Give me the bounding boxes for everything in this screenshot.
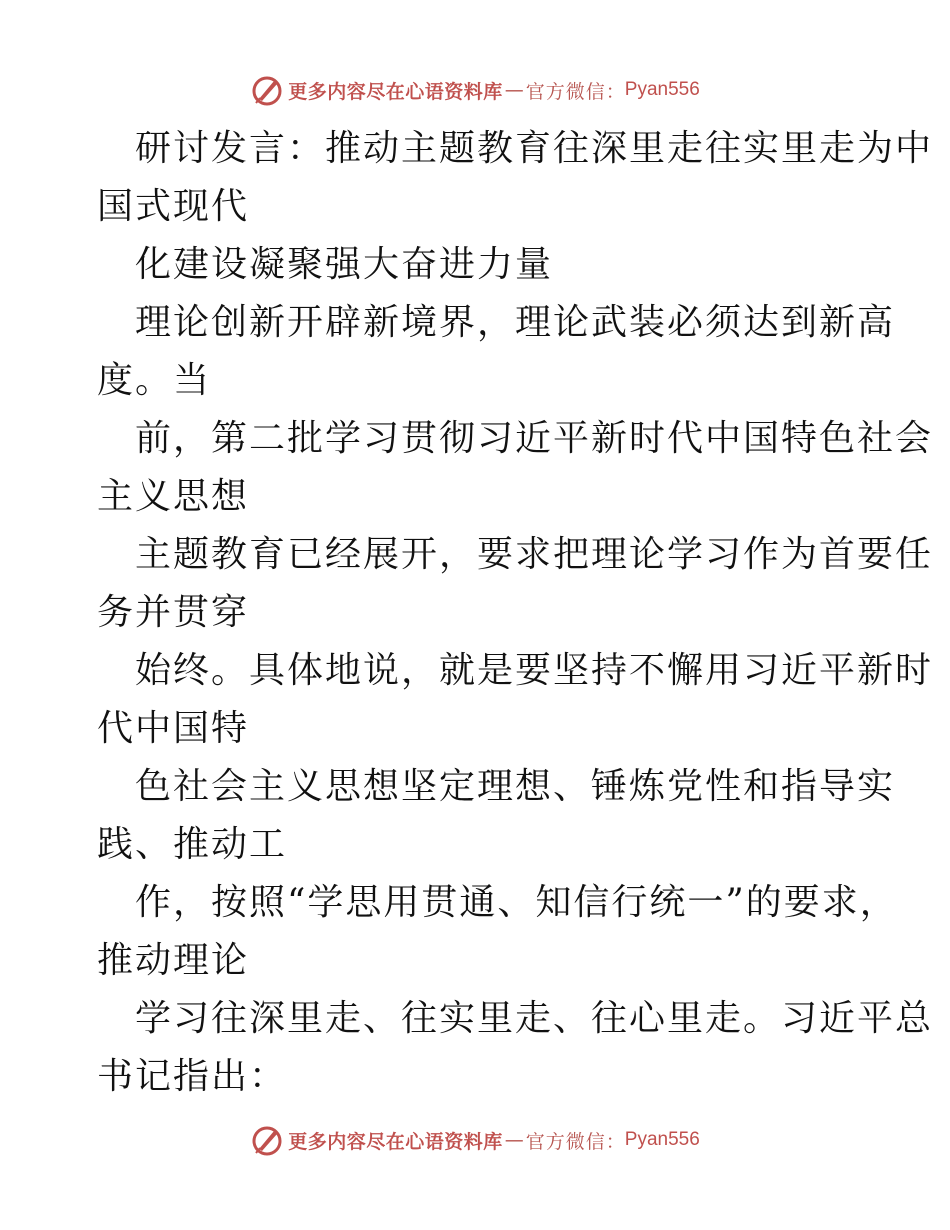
quill-logo-icon <box>250 1123 284 1157</box>
banner-separator: ： <box>605 80 625 103</box>
text-line: 推动理论 <box>97 940 250 981</box>
header-banner <box>0 70 950 110</box>
banner-title: 更多内容尽在心语资料库 <box>288 1130 503 1153</box>
text-line: 化建设凝聚强大奋进力量 <box>135 244 554 285</box>
text-line: 作，按照“学思用贯通、知信行统一”的要求， <box>135 882 898 923</box>
banner-dash: — <box>504 79 524 101</box>
text-line: 研讨发言：推动主题教育往深里走往实里走为中 <box>135 128 934 169</box>
text-line: 代中国特 <box>97 708 250 749</box>
text-line: 度。当 <box>97 360 212 401</box>
document-body <box>97 120 934 1106</box>
banner-wechat-label: 官方微信 <box>525 1130 606 1153</box>
text-line: 践、推动工 <box>97 824 288 865</box>
text-line: 色社会主义思想坚定理想、锤炼党性和指导实 <box>135 766 896 807</box>
banner-wechat-id: Pyan556 <box>624 1129 700 1150</box>
text-line: 理论创新开辟新境界，理论武装必须达到新高 <box>135 302 896 343</box>
banner-dash: — <box>504 1129 524 1151</box>
banner-wechat-id: Pyan556 <box>624 79 700 100</box>
text-line: 书记指出： <box>97 1056 288 1097</box>
banner-title: 更多内容尽在心语资料库 <box>288 80 503 103</box>
text-line: 始终。具体地说，就是要坚持不懈用习近平新时 <box>135 650 934 691</box>
banner-separator: ： <box>605 1130 625 1153</box>
banner-wechat-label: 官方微信 <box>525 80 606 103</box>
text-line: 学习往深里走、往实里走、往心里走。习近平总 <box>135 998 934 1039</box>
text-line: 前，第二批学习贯彻习近平新时代中国特色社会 <box>135 418 934 459</box>
text-line: 务并贯穿 <box>97 592 250 633</box>
text-line: 主题教育已经展开，要求把理论学习作为首要任 <box>135 534 934 575</box>
text-line: 国式现代 <box>97 186 250 227</box>
text-line: 主义思想 <box>97 476 250 517</box>
footer-banner <box>0 1120 950 1160</box>
quill-logo-icon <box>250 73 284 107</box>
